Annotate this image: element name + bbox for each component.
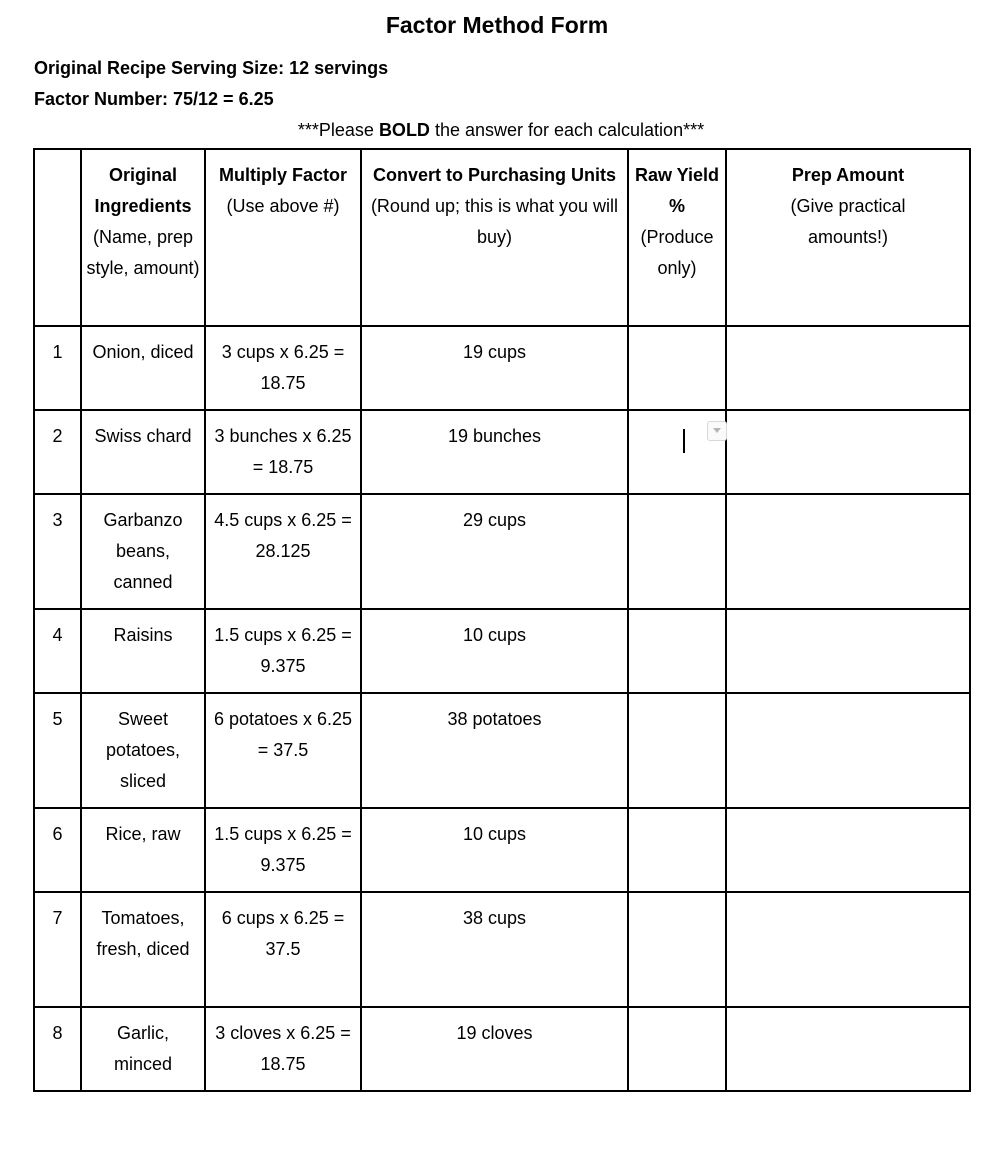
table-row — [34, 808, 970, 892]
multiply-cell: 3 cloves x 6.25 = 18.75 — [205, 1007, 361, 1091]
header-prep-title: Prep Amount — [791, 165, 905, 185]
header-multiply-title: Multiply Factor — [218, 165, 347, 185]
prep-amount-cell[interactable] — [726, 494, 970, 609]
table-header-row — [34, 149, 970, 326]
table-row — [34, 410, 970, 494]
table-row — [34, 693, 970, 808]
ingredient-cell: Garlic, minced — [81, 1007, 205, 1091]
header-original-sub: (Name, prep style, amount) — [86, 227, 200, 278]
header-original-title: Original Ingredients — [94, 165, 192, 216]
multiply-cell: 6 cups x 6.25 = 37.5 — [205, 892, 361, 1007]
row-number: 3 — [34, 494, 81, 609]
header-raw-yield — [628, 149, 726, 326]
ingredient-cell: Garbanzo beans, canned — [81, 494, 205, 609]
table-row — [34, 1007, 970, 1091]
multiply-cell: 3 bunches x 6.25 = 18.75 — [205, 410, 361, 494]
purchase-cell: 19 bunches — [361, 410, 628, 494]
table-row — [34, 609, 970, 693]
raw-yield-cell[interactable] — [628, 1007, 726, 1091]
factor-method-table — [33, 148, 971, 1092]
prep-amount-cell[interactable] — [726, 410, 970, 494]
raw-yield-cell[interactable] — [628, 494, 726, 609]
raw-yield-cell-active[interactable] — [628, 410, 726, 494]
purchase-cell: 38 cups — [361, 892, 628, 1007]
table-row — [34, 892, 970, 1007]
purchase-cell: 10 cups — [361, 609, 628, 693]
page-title: Factor Method Form — [385, 12, 609, 38]
multiply-cell: 3 cups x 6.25 = 18.75 — [205, 326, 361, 410]
multiply-cell: 6 potatoes x 6.25 = 37.5 — [205, 693, 361, 808]
cell-editor[interactable] — [633, 421, 721, 452]
ingredient-cell: Sweet potatoes, sliced — [81, 693, 205, 808]
raw-yield-cell[interactable] — [628, 326, 726, 410]
text-cursor — [683, 429, 685, 453]
header-prep-amount — [726, 149, 970, 326]
row-number: 2 — [34, 410, 81, 494]
instruction-bold-word: BOLD — [378, 120, 430, 140]
prep-amount-cell[interactable] — [726, 326, 970, 410]
prep-amount-cell[interactable] — [726, 609, 970, 693]
ingredient-cell: Rice, raw — [81, 808, 205, 892]
raw-yield-cell[interactable] — [628, 808, 726, 892]
prep-amount-cell[interactable] — [726, 1007, 970, 1091]
instruction-suffix: the answer for each calculation*** — [429, 120, 705, 140]
multiply-cell: 4.5 cups x 6.25 = 28.125 — [205, 494, 361, 609]
purchase-cell: 19 cups — [361, 326, 628, 410]
ingredient-cell: Swiss chard — [81, 410, 205, 494]
prep-amount-cell[interactable] — [726, 808, 970, 892]
purchase-cell: 10 cups — [361, 808, 628, 892]
header-raw-title: Raw Yield % — [634, 165, 720, 216]
row-number: 8 — [34, 1007, 81, 1091]
header-multiply-sub: (Use above #) — [226, 196, 340, 216]
header-number — [34, 149, 81, 326]
raw-yield-cell[interactable] — [628, 609, 726, 693]
header-original-ingredients — [81, 149, 205, 326]
ingredient-cell: Tomatoes, fresh, diced — [81, 892, 205, 1007]
purchase-cell: 29 cups — [361, 494, 628, 609]
row-number: 6 — [34, 808, 81, 892]
header-prep-sub: (Give practical amounts!) — [790, 196, 906, 247]
table-row — [34, 494, 970, 609]
header-raw-sub: (Produce only) — [640, 227, 714, 278]
header-convert-purchasing — [361, 149, 628, 326]
table-row — [34, 326, 970, 410]
header-convert-sub: (Round up; this is what you will buy) — [370, 196, 619, 247]
ingredient-cell: Onion, diced — [81, 326, 205, 410]
header-convert-title: Convert to Purchasing Units — [372, 165, 617, 185]
row-number: 1 — [34, 326, 81, 410]
dropdown-arrow-icon[interactable] — [707, 421, 727, 441]
prep-amount-cell[interactable] — [726, 892, 970, 1007]
multiply-cell: 1.5 cups x 6.25 = 9.375 — [205, 609, 361, 693]
factor-number-line: Factor Number: 75/12 = 6.25 — [34, 89, 274, 109]
serving-size-line: Original Recipe Serving Size: 12 servings — [34, 58, 389, 78]
instruction-prefix: ***Please — [297, 120, 379, 140]
purchase-cell: 38 potatoes — [361, 693, 628, 808]
prep-amount-cell[interactable] — [726, 693, 970, 808]
row-number: 5 — [34, 693, 81, 808]
ingredient-cell: Raisins — [81, 609, 205, 693]
row-number: 7 — [34, 892, 81, 1007]
header-multiply-factor — [205, 149, 361, 326]
purchase-cell: 19 cloves — [361, 1007, 628, 1091]
raw-yield-cell[interactable] — [628, 693, 726, 808]
raw-yield-cell[interactable] — [628, 892, 726, 1007]
multiply-cell: 1.5 cups x 6.25 = 9.375 — [205, 808, 361, 892]
row-number: 4 — [34, 609, 81, 693]
instruction-line — [0, 120, 994, 141]
